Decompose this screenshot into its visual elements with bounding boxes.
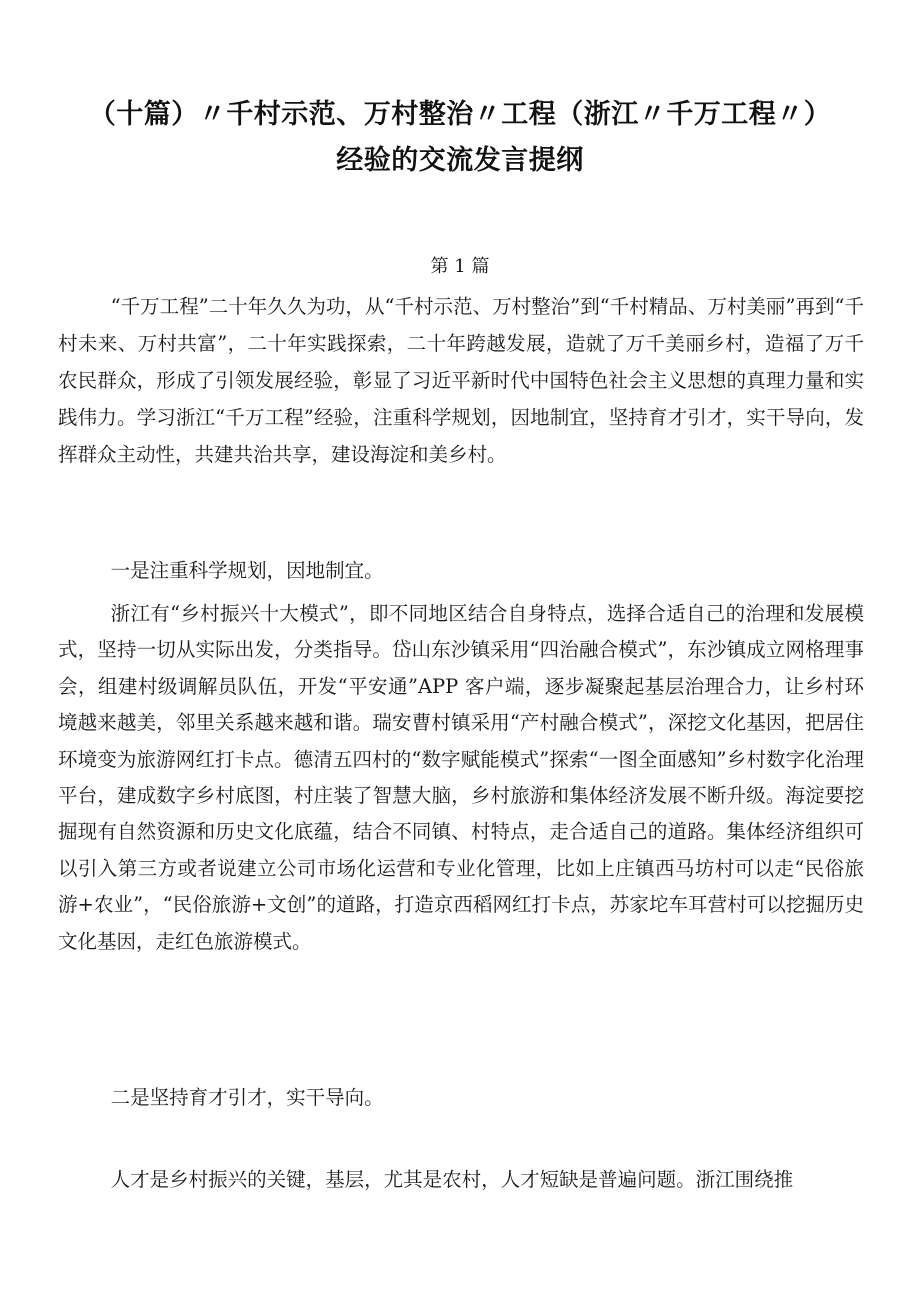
paragraph-talent: 人才是乡村振兴的关键，基层，尤其是农村，人才短缺是普遍问题。浙江围绕推 <box>110 1168 794 1191</box>
document-title <box>40 92 880 184</box>
subheading-talent: 二是坚持育才引才，实干导向。 <box>110 1086 384 1109</box>
title-line-1: （十篇）〃千村示范、万村整治〃工程（浙江〃千万工程〃） <box>88 99 832 130</box>
paragraph-intro: “千万工程”二十年久久为功，从“千村示范、万村整治”到“千村精品、万村美丽”再到“千村未来、万村共富”，二十年实践探索，二十年跨越发展，造就了万千美丽乡村，造福了万千农民群众，形成了引领发展经验，彰显了习近平新时代中国特色社会主义思想的真理力量和实践伟力。学习浙江“千万工程”经验，注重科学规划，因地制宜，坚持育才引才，实干导向，发挥群众主动性，共建共治共享，建设海淀和美乡村。 <box>58 295 864 466</box>
paragraph-planning: 浙江有“乡村振兴十大模式”，即不同地区结合自身特点，选择合适自己的治理和发展模式，坚持一切从实际出发，分类指导。岱山东沙镇采用“四治融合模式”，东沙镇成立网格理事会，组建村级调解员队伍，开发“平安通”APP 客户端，逐步凝聚起基层治理合力，让乡村环境越来越美，邻里关系越来越和谐。瑞安曹村镇采用“产村融合模式”，深挖文化基因，把居住环境变为旅游网红打卡点。德清五四村的“数字赋能模式”探索“一图全面感知”乡村数字化治理平台，建成数字乡村底图，村庄装了智慧大脑，乡村旅游和集体经济发展不断升级。海淀要挖掘现有自然资源和历史文化底蕴，结合不同镇、村特点，走合适自己的道路。集体经济组织可以引入第三方或者说建立公司市场化运营和专业化管理，比如上庄镇西马坊村可以走“民俗旅游+农业”，“民俗旅游+文创”的道路，打造京西稻网红打卡点，苏家坨车耳营村可以挖掘历史文化基因，走红色旅游模式。 <box>58 602 864 953</box>
subheading-planning: 一是注重科学规划，因地制宜。 <box>110 559 384 582</box>
section-heading: 第 1 篇 <box>430 256 490 277</box>
title-line-2: 经验的交流发言提纲 <box>336 145 584 176</box>
